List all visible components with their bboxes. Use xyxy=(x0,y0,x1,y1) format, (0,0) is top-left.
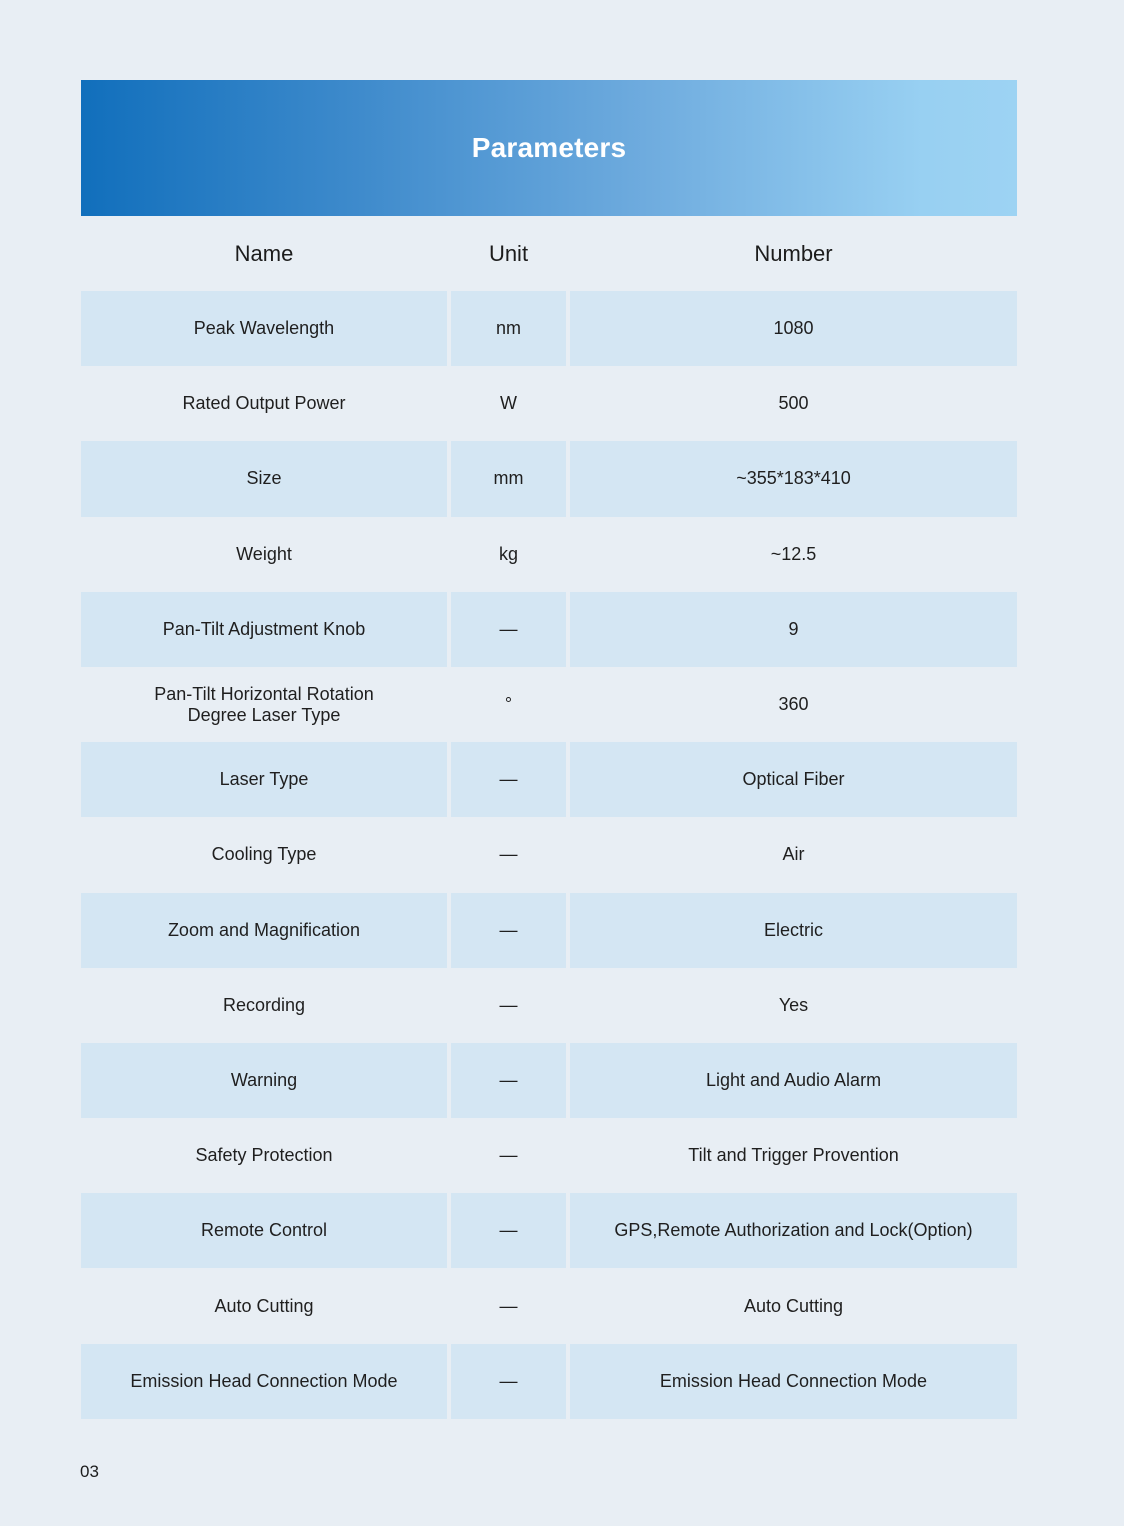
cell-name: Remote Control xyxy=(81,1193,447,1268)
cell-name: Cooling Type xyxy=(211,844,317,865)
cell-unit: — xyxy=(451,1344,566,1419)
cell-number: ~355*183*410 xyxy=(570,441,1017,516)
cell-number: Light and Audio Alarm xyxy=(570,1043,1017,1118)
cell-name: Pan-Tilt Horizontal Rotation Degree Laser Type xyxy=(154,683,374,725)
cell-name: Safety Protection xyxy=(195,1145,333,1166)
cell-unit: — xyxy=(451,742,566,817)
cell-number: 360 xyxy=(778,694,809,715)
table-header xyxy=(81,216,1017,291)
cell-number: Tilt and Trigger Provention xyxy=(688,1145,899,1166)
table-row xyxy=(81,817,1017,892)
table-row xyxy=(81,1118,1017,1193)
table-row xyxy=(81,667,1017,742)
cell-unit: ° xyxy=(504,694,513,715)
table-row xyxy=(81,1344,1017,1419)
cell-unit: — xyxy=(451,1193,566,1268)
column-header-unit: Unit xyxy=(488,240,529,266)
cell-unit: W xyxy=(500,393,517,414)
cell-unit: mm xyxy=(451,441,566,516)
column-header-number: Number xyxy=(754,240,833,266)
cell-unit: kg xyxy=(498,543,518,564)
column-header-name: Name xyxy=(234,240,294,266)
cell-unit: — xyxy=(499,994,518,1015)
cell-number: Optical Fiber xyxy=(570,742,1017,817)
table-row xyxy=(81,1193,1017,1268)
cell-unit: — xyxy=(451,893,566,968)
parameters-table xyxy=(81,291,1017,1419)
cell-unit: nm xyxy=(451,291,566,366)
table-row xyxy=(81,893,1017,968)
table-row xyxy=(81,366,1017,441)
cell-name: Zoom and Magnification xyxy=(81,893,447,968)
table-row xyxy=(81,592,1017,667)
cell-unit: — xyxy=(451,1043,566,1118)
cell-number: ~12.5 xyxy=(770,543,817,564)
cell-number: Air xyxy=(782,844,805,865)
cell-name: Rated Output Power xyxy=(182,393,346,414)
table-row xyxy=(81,1043,1017,1118)
page-title: Parameters xyxy=(471,132,627,163)
cell-name: Emission Head Connection Mode xyxy=(81,1344,447,1419)
cell-name: Size xyxy=(81,441,447,516)
table-row xyxy=(81,517,1017,592)
cell-number: Electric xyxy=(570,893,1017,968)
cell-unit: — xyxy=(499,844,518,865)
cell-name: Peak Wavelength xyxy=(81,291,447,366)
cell-name: Pan-Tilt Adjustment Knob xyxy=(81,592,447,667)
table-row xyxy=(81,742,1017,817)
cell-number: Yes xyxy=(778,994,809,1015)
cell-name: Recording xyxy=(222,994,306,1015)
cell-name: Auto Cutting xyxy=(214,1295,314,1316)
table-row xyxy=(81,291,1017,366)
table-row xyxy=(81,441,1017,516)
parameters-banner xyxy=(81,80,1017,216)
table-row xyxy=(81,1268,1017,1343)
cell-number: 500 xyxy=(778,393,809,414)
cell-name: Laser Type xyxy=(81,742,447,817)
cell-number: Emission Head Connection Mode xyxy=(570,1344,1017,1419)
cell-unit: — xyxy=(499,1145,518,1166)
cell-number: 9 xyxy=(570,592,1017,667)
cell-unit: — xyxy=(451,592,566,667)
cell-number: 1080 xyxy=(570,291,1017,366)
cell-number: Auto Cutting xyxy=(743,1295,844,1316)
cell-name: Weight xyxy=(236,543,292,564)
table-row xyxy=(81,968,1017,1043)
page-number: 03 xyxy=(80,1462,99,1481)
cell-name: Warning xyxy=(81,1043,447,1118)
cell-number: GPS,Remote Authorization and Lock(Option) xyxy=(570,1193,1017,1268)
cell-unit: — xyxy=(499,1295,518,1316)
